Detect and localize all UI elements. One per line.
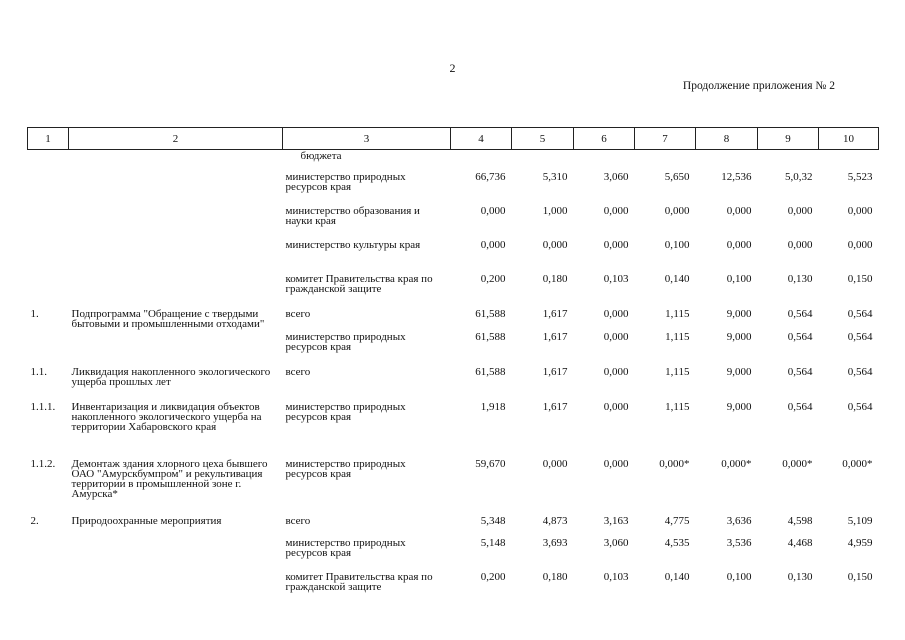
row-executor: всего: [285, 307, 311, 320]
header-cell: 8: [696, 128, 758, 150]
value-cell: 0,000: [603, 400, 629, 413]
row-number: [28, 150, 69, 172]
table-row: [28, 309, 879, 332]
value-cell: 1,617: [542, 330, 568, 343]
row-name: [69, 572, 283, 604]
value-cell: 0,000: [542, 457, 568, 470]
row-number: [28, 572, 69, 604]
table-row: [28, 172, 879, 206]
value-cell: 61,588: [475, 365, 506, 378]
page-number: 2: [449, 61, 456, 75]
value-cell: 0,000: [603, 307, 629, 320]
row-number: [28, 538, 69, 572]
value-cell: 0,140: [664, 570, 690, 583]
table-row: [28, 150, 879, 172]
row-number: 1.1.1.: [30, 400, 56, 413]
value-cell: 0,000: [542, 238, 568, 251]
data-table: [27, 127, 879, 604]
row-number: [28, 172, 69, 206]
value-cell: 1,617: [542, 365, 568, 378]
value-cell: 0,100: [726, 272, 752, 285]
value-cell: 3,536: [726, 536, 752, 549]
row-name: Подпрограмма "Обращение с твердыми бытовыми и промышленными отходами": [71, 307, 265, 330]
value-cell: 5,148: [480, 536, 506, 549]
row-number: [28, 274, 69, 309]
header-cell: 5: [512, 128, 574, 150]
row-executor: комитет Правительства края по гражданской защите: [285, 272, 433, 295]
value-cell: 4,535: [664, 536, 690, 549]
value-cell: 0,000: [787, 204, 813, 217]
row-executor: министерство природных ресурсов края: [285, 330, 406, 353]
row-executor: комитет Правительства края по гражданской защите: [285, 570, 433, 593]
row-number: [28, 332, 69, 367]
value-cell: 1,115: [665, 400, 690, 413]
value-cell: 0,103: [603, 272, 629, 285]
value-cell: 61,588: [475, 307, 506, 320]
value-cell: 59,670: [475, 457, 506, 470]
value-cell: 0,000: [726, 204, 752, 217]
table-row: [28, 332, 879, 367]
header-cell: 7: [635, 128, 696, 150]
header-cell: 10: [819, 128, 879, 150]
value-cell: 0,100: [726, 570, 752, 583]
value-cell: 0,000*: [842, 457, 873, 470]
row-executor: министерство природных ресурсов края: [285, 400, 406, 423]
value-cell: 3,636: [726, 514, 752, 527]
table-row: [28, 572, 879, 604]
value-cell: [451, 150, 512, 172]
value-cell: 9,000: [726, 365, 752, 378]
value-cell: 0,564: [847, 400, 873, 413]
table-row: [28, 206, 879, 240]
table-row: [28, 538, 879, 572]
header-cell: 3: [283, 128, 451, 150]
row-name: [69, 538, 283, 572]
row-name: [69, 240, 283, 274]
value-cell: 5,523: [847, 170, 873, 183]
value-cell: 0,000*: [782, 457, 813, 470]
row-number: 1.1.: [30, 365, 47, 378]
value-cell: 4,598: [787, 514, 813, 527]
value-cell: 0,000: [480, 238, 506, 251]
table-row: [28, 367, 879, 402]
value-cell: [819, 150, 879, 172]
value-cell: 4,959: [847, 536, 873, 549]
value-cell: 0,000: [480, 204, 506, 217]
value-cell: 3,060: [603, 170, 629, 183]
row-number: 2.: [30, 514, 39, 527]
value-cell: 0,564: [847, 307, 873, 320]
header-cell: 4: [451, 128, 512, 150]
value-cell: 4,873: [542, 514, 568, 527]
row-executor: министерство образования и науки края: [285, 204, 420, 227]
value-cell: 3,693: [542, 536, 568, 549]
value-cell: 0,100: [664, 238, 690, 251]
value-cell: 0,000: [847, 204, 873, 217]
value-cell: 1,617: [542, 307, 568, 320]
value-cell: 0,000: [664, 204, 690, 217]
row-executor: министерство природных ресурсов края: [285, 536, 406, 559]
table-row: [28, 274, 879, 309]
value-cell: 0,000*: [659, 457, 690, 470]
value-cell: 9,000: [726, 330, 752, 343]
value-cell: 0,130: [787, 570, 813, 583]
value-cell: 0,000: [603, 365, 629, 378]
value-cell: 4,775: [664, 514, 690, 527]
row-number: [28, 206, 69, 240]
value-cell: 0,180: [542, 272, 568, 285]
value-cell: [635, 150, 696, 172]
value-cell: 0,000: [603, 457, 629, 470]
value-cell: [758, 150, 819, 172]
value-cell: 0,000: [726, 238, 752, 251]
row-number: 1.1.2.: [30, 457, 56, 470]
value-cell: [696, 150, 758, 172]
table-row: [28, 459, 879, 516]
continuation-label: Продолжение приложения № 2: [682, 80, 835, 92]
value-cell: 0,564: [787, 365, 813, 378]
value-cell: 0,180: [542, 570, 568, 583]
value-cell: 5,650: [664, 170, 690, 183]
value-cell: 3,060: [603, 536, 629, 549]
value-cell: 0,200: [480, 570, 506, 583]
value-cell: [574, 150, 635, 172]
row-name: [69, 206, 283, 240]
value-cell: 0,564: [847, 330, 873, 343]
value-cell: 12,536: [721, 170, 752, 183]
value-cell: 0,103: [603, 570, 629, 583]
value-cell: 3,163: [603, 514, 629, 527]
row-name: [69, 172, 283, 206]
value-cell: 5,310: [542, 170, 568, 183]
value-cell: 9,000: [726, 400, 752, 413]
table-row: [28, 240, 879, 274]
row-name: Инвентаризация и ликвидация объектов накопленного экологического ущерба на территории Хабаровского края: [71, 400, 262, 433]
value-cell: 0,000: [603, 204, 629, 217]
header-cell: 1: [28, 128, 69, 150]
row-name: [69, 150, 283, 172]
row-executor: министерство культуры края: [285, 238, 421, 251]
row-number: [28, 240, 69, 274]
value-cell: 1,918: [480, 400, 506, 413]
value-cell: 0,150: [847, 272, 873, 285]
row-executor: министерство природных ресурсов края: [285, 457, 406, 480]
row-number: 1.: [30, 307, 39, 320]
header-cell: 2: [69, 128, 283, 150]
value-cell: 0,000: [603, 330, 629, 343]
value-cell: 5,0,32: [785, 170, 813, 183]
header-row: [28, 128, 879, 150]
value-cell: 1,115: [665, 365, 690, 378]
header-cell: 6: [574, 128, 635, 150]
value-cell: [512, 150, 574, 172]
value-cell: 4,468: [787, 536, 813, 549]
header-cell: 9: [758, 128, 819, 150]
row-name: Ликвидация накопленного экологического ущерба прошлых лет: [71, 365, 271, 388]
value-cell: 1,115: [665, 307, 690, 320]
value-cell: 1,000: [542, 204, 568, 217]
value-cell: 0,140: [664, 272, 690, 285]
value-cell: 0,200: [480, 272, 506, 285]
value-cell: 1,115: [665, 330, 690, 343]
row-name: [69, 332, 283, 367]
value-cell: 0,000: [847, 238, 873, 251]
value-cell: 0,564: [787, 330, 813, 343]
value-cell: 0,564: [787, 307, 813, 320]
value-cell: 0,000: [603, 238, 629, 251]
table-row: [28, 516, 879, 538]
row-executor: бюджета: [300, 150, 342, 162]
value-cell: 0,000: [787, 238, 813, 251]
value-cell: 61,588: [475, 330, 506, 343]
row-executor: всего: [285, 365, 311, 378]
row-name: Природоохранные мероприятия: [71, 514, 222, 527]
row-executor: всего: [285, 514, 311, 527]
value-cell: 5,109: [847, 514, 873, 527]
value-cell: 5,348: [480, 514, 506, 527]
value-cell: 9,000: [726, 307, 752, 320]
value-cell: 0,130: [787, 272, 813, 285]
row-name: [69, 274, 283, 309]
value-cell: 66,736: [475, 170, 506, 183]
table-row: [28, 402, 879, 459]
row-executor: министерство природных ресурсов края: [285, 170, 406, 193]
value-cell: 0,150: [847, 570, 873, 583]
row-name: Демонтаж здания хлорного цеха бывшего ОАО "Амурскбумпром" и рекультивация территории в промышленной зоне г. Амурска*: [71, 457, 268, 500]
value-cell: 0,000*: [721, 457, 752, 470]
value-cell: 0,564: [847, 365, 873, 378]
value-cell: 1,617: [542, 400, 568, 413]
value-cell: 0,564: [787, 400, 813, 413]
